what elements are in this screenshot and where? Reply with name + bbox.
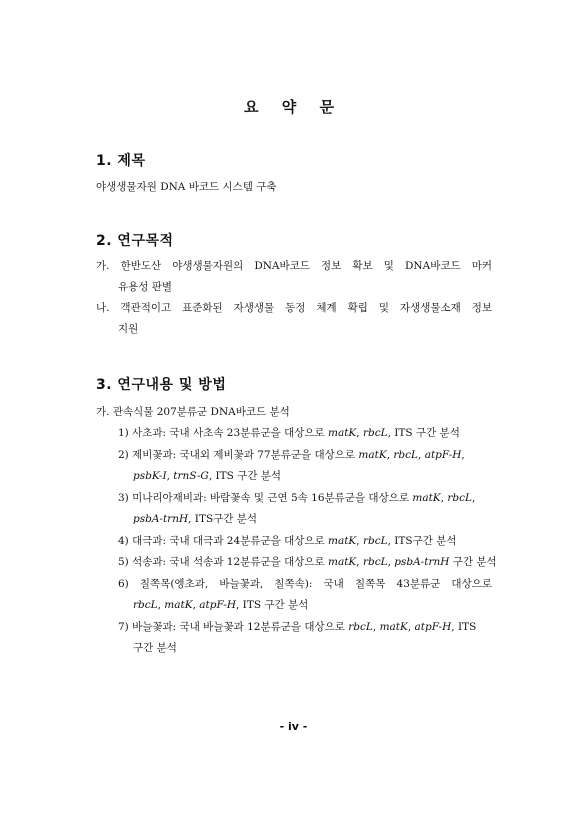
item-3-suffix: , ITS구간 분석 (188, 513, 258, 525)
separator: , (192, 599, 200, 611)
method-item-3-line2 (133, 512, 257, 526)
marker-matk: matK (379, 621, 408, 633)
method-item-6-line1: 6) 칠쪽목(엥초과, 바늘꽃과, 칠쪽속): 국내 칠쪽목 43분류군 대상으로 (118, 578, 492, 590)
marker-psba-trnh: psbA-trnH (133, 513, 189, 525)
purpose-ga-line2: 유용성 판별 (118, 281, 173, 293)
method-item-6-line2 (133, 598, 308, 612)
method-ga: 가. 관속식물 207분류군 DNA바코드 분석 (96, 406, 290, 418)
item-2-suffix: , ITS 구간 분석 (208, 470, 282, 482)
marker-psba-trnh: psbA-trnH (394, 556, 450, 568)
separator: , (372, 621, 380, 633)
page-number: - iv - (279, 720, 308, 733)
separator: , (418, 449, 425, 461)
purpose-na-line2: 지원 (118, 323, 139, 335)
marker-trns-g: trnS-G (173, 470, 209, 482)
separator: , (407, 621, 415, 633)
item-2-prefix: 2) 제비꽃과: 국내외 제비꽃과 77분류군을 대상으로 (118, 449, 359, 461)
page-title: 요 약 문 (244, 98, 343, 116)
item-3-prefix: 3) 미나리아재비과: 바람꽃속 및 근연 5속 16분류군을 대상으로 (118, 492, 413, 504)
marker-rbcl: rbcL (362, 427, 388, 439)
item-6-suffix: , ITS 구간 분석 (236, 599, 309, 611)
marker-atpf-h: atpF-H (424, 449, 462, 461)
marker-matk: matK (164, 599, 193, 611)
marker-rbcl: rbcL (348, 621, 373, 633)
separator: , (461, 449, 465, 461)
marker-rbcl: rbcL (447, 492, 472, 504)
method-item-2-line2 (133, 469, 281, 483)
marker-matk: matK (328, 535, 357, 547)
marker-psbk-i: psbK-I (133, 470, 167, 482)
separator: , (356, 556, 363, 568)
method-item-7-line1 (118, 620, 476, 634)
marker-matk: matK (358, 449, 387, 461)
marker-atpf-h: atpF-H (199, 599, 236, 611)
item-4-suffix: , ITS구간 분석 (387, 535, 457, 547)
separator: , (157, 599, 165, 611)
method-item-4 (118, 534, 457, 548)
item-7-prefix: 7) 바늘꽃과: 국내 바늘꽃과 12분류군을 대상으로 (118, 621, 349, 633)
marker-rbcl: rbcL (362, 535, 388, 547)
marker-rbcl: rbcL (393, 449, 418, 461)
item-1-prefix: 1) 사초과: 국내 사초속 23분류군을 대상으로 (118, 427, 328, 439)
item-4-prefix: 4) 대극과: 국내 대극과 24분류군을 대상으로 (118, 535, 328, 547)
purpose-ga-line1: 가. 한반도산 야생생물자원의 DNA바코드 정보 확보 및 DNA바코드 마커 (96, 260, 492, 272)
section-1-heading: 1. 제목 (96, 153, 146, 169)
separator: , (356, 535, 363, 547)
purpose-na-line1: 나. 객관적이고 표준화된 자생생물 동정 체계 확립 및 자생생물소재 정보 (96, 302, 492, 314)
separator: , (440, 492, 448, 504)
method-item-5 (118, 555, 497, 569)
marker-matk: matK (412, 492, 441, 504)
marker-rbcl: rbcL (362, 556, 388, 568)
item-5-suffix: 구간 분석 (449, 556, 497, 568)
separator: , (356, 427, 363, 439)
item-1-suffix: , ITS 구간 분석 (387, 427, 460, 439)
section-1-text: 야생생물자원 DNA 바코드 시스템 구축 (96, 181, 277, 193)
section-3-heading: 3. 연구내용 및 방법 (96, 377, 227, 393)
method-item-7-line2: 구간 분석 (133, 642, 177, 654)
item-5-prefix: 5) 석송과: 국내 석송과 12분류군을 대상으로 (118, 556, 328, 568)
separator: , (471, 492, 476, 504)
marker-rbcl: rbcL (133, 599, 158, 611)
item-7-suffix: , ITS (451, 621, 477, 633)
marker-matk: matK (328, 427, 357, 439)
method-item-3-line1 (118, 491, 475, 505)
method-item-1 (118, 426, 460, 440)
marker-matk: matK (328, 556, 357, 568)
method-item-2-line1 (118, 448, 465, 462)
marker-atpf-h: atpF-H (414, 621, 452, 633)
separator: , (386, 449, 394, 461)
section-2-heading: 2. 연구목적 (96, 233, 174, 249)
separator: , (387, 556, 395, 568)
separator: , (166, 470, 174, 482)
